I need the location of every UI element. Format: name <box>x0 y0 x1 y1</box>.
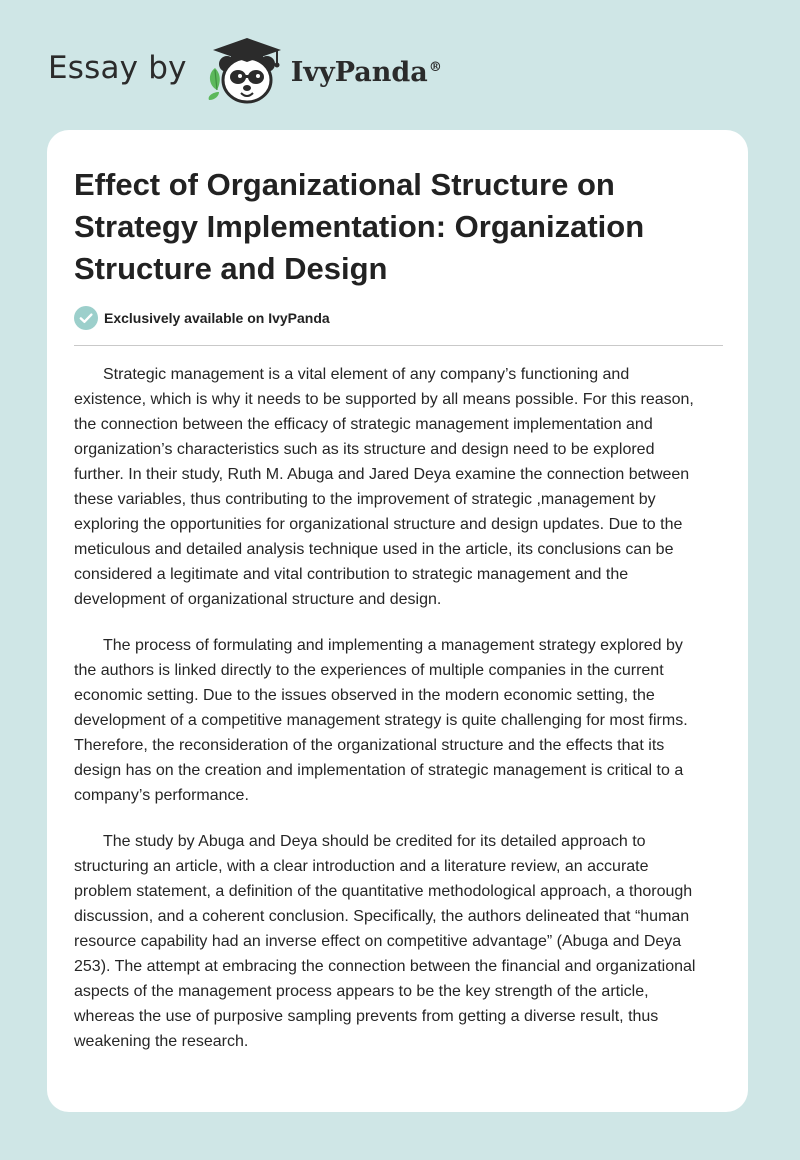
essay-title: Effect of Organizational Structure on Strategy Implementation: Organization Structure and Design <box>74 167 645 286</box>
paragraph-2: The process of formulating and implementing a management strategy explored by the authors is linked directly to the experiences of multiple companies in the current economic setting. Due to the issues observed in the modern economic setting, the development of a competitive management strategy is quite challenging for most firms. Therefore, the reconsideration of the organizational structure and the effects that its design has on the creation and implementation of strategic management is critical to a company’s performance. <box>74 637 688 804</box>
essay-card <box>47 130 748 1112</box>
exclusive-label: Exclusively available on IvyPanda <box>104 310 330 326</box>
paragraph-3: The study by Abuga and Deya should be credited for its detailed approach to structuring an article, with a clear introduction and a literature review, an accurate problem statement, a definition of the quantitative methodological approach, a thorough discussion, and a coherent conclusion. Specifically, the authors delineated that “human resource capability had an inverse effect on competitive advantage” (Abuga and Deya 253). The attempt at embracing the connection between the financial and organizational aspects of the management process appears to be the key strength of the article, whereas the use of purposive sampling prevents from getting a diverse result, thus weakening the research. <box>74 833 696 1050</box>
panda-graduate-logo-icon <box>201 30 287 110</box>
check-circle-icon <box>74 306 98 330</box>
exclusive-badge <box>74 306 330 330</box>
essay-by-label: Essay by <box>48 50 187 86</box>
paragraph-1: Strategic management is a vital element of any company’s functioning and existence, which is why it needs to be supported by all means possible. For this reason, the connection between the efficacy of strategic management implementation and organization’s characteristics such as its structure and design need to be explored further. In their study, Ruth M. Abuga and Jared Deya examine the connection between these variables, thus contributing to the improvement of strategic ,management by exploring the opportunities for organizational structure and design updates. Due to the meticulous and detailed analysis technique used in the article, its conclusions can be considered a legitimate and vital contribution to strategic management and the development of organizational structure and design. <box>74 366 694 608</box>
essay-body <box>74 362 726 1075</box>
divider <box>74 345 723 346</box>
brand-name: IvyPanda® <box>290 56 442 88</box>
registered-mark: ® <box>428 59 442 75</box>
site-brand[interactable] <box>48 30 442 110</box>
